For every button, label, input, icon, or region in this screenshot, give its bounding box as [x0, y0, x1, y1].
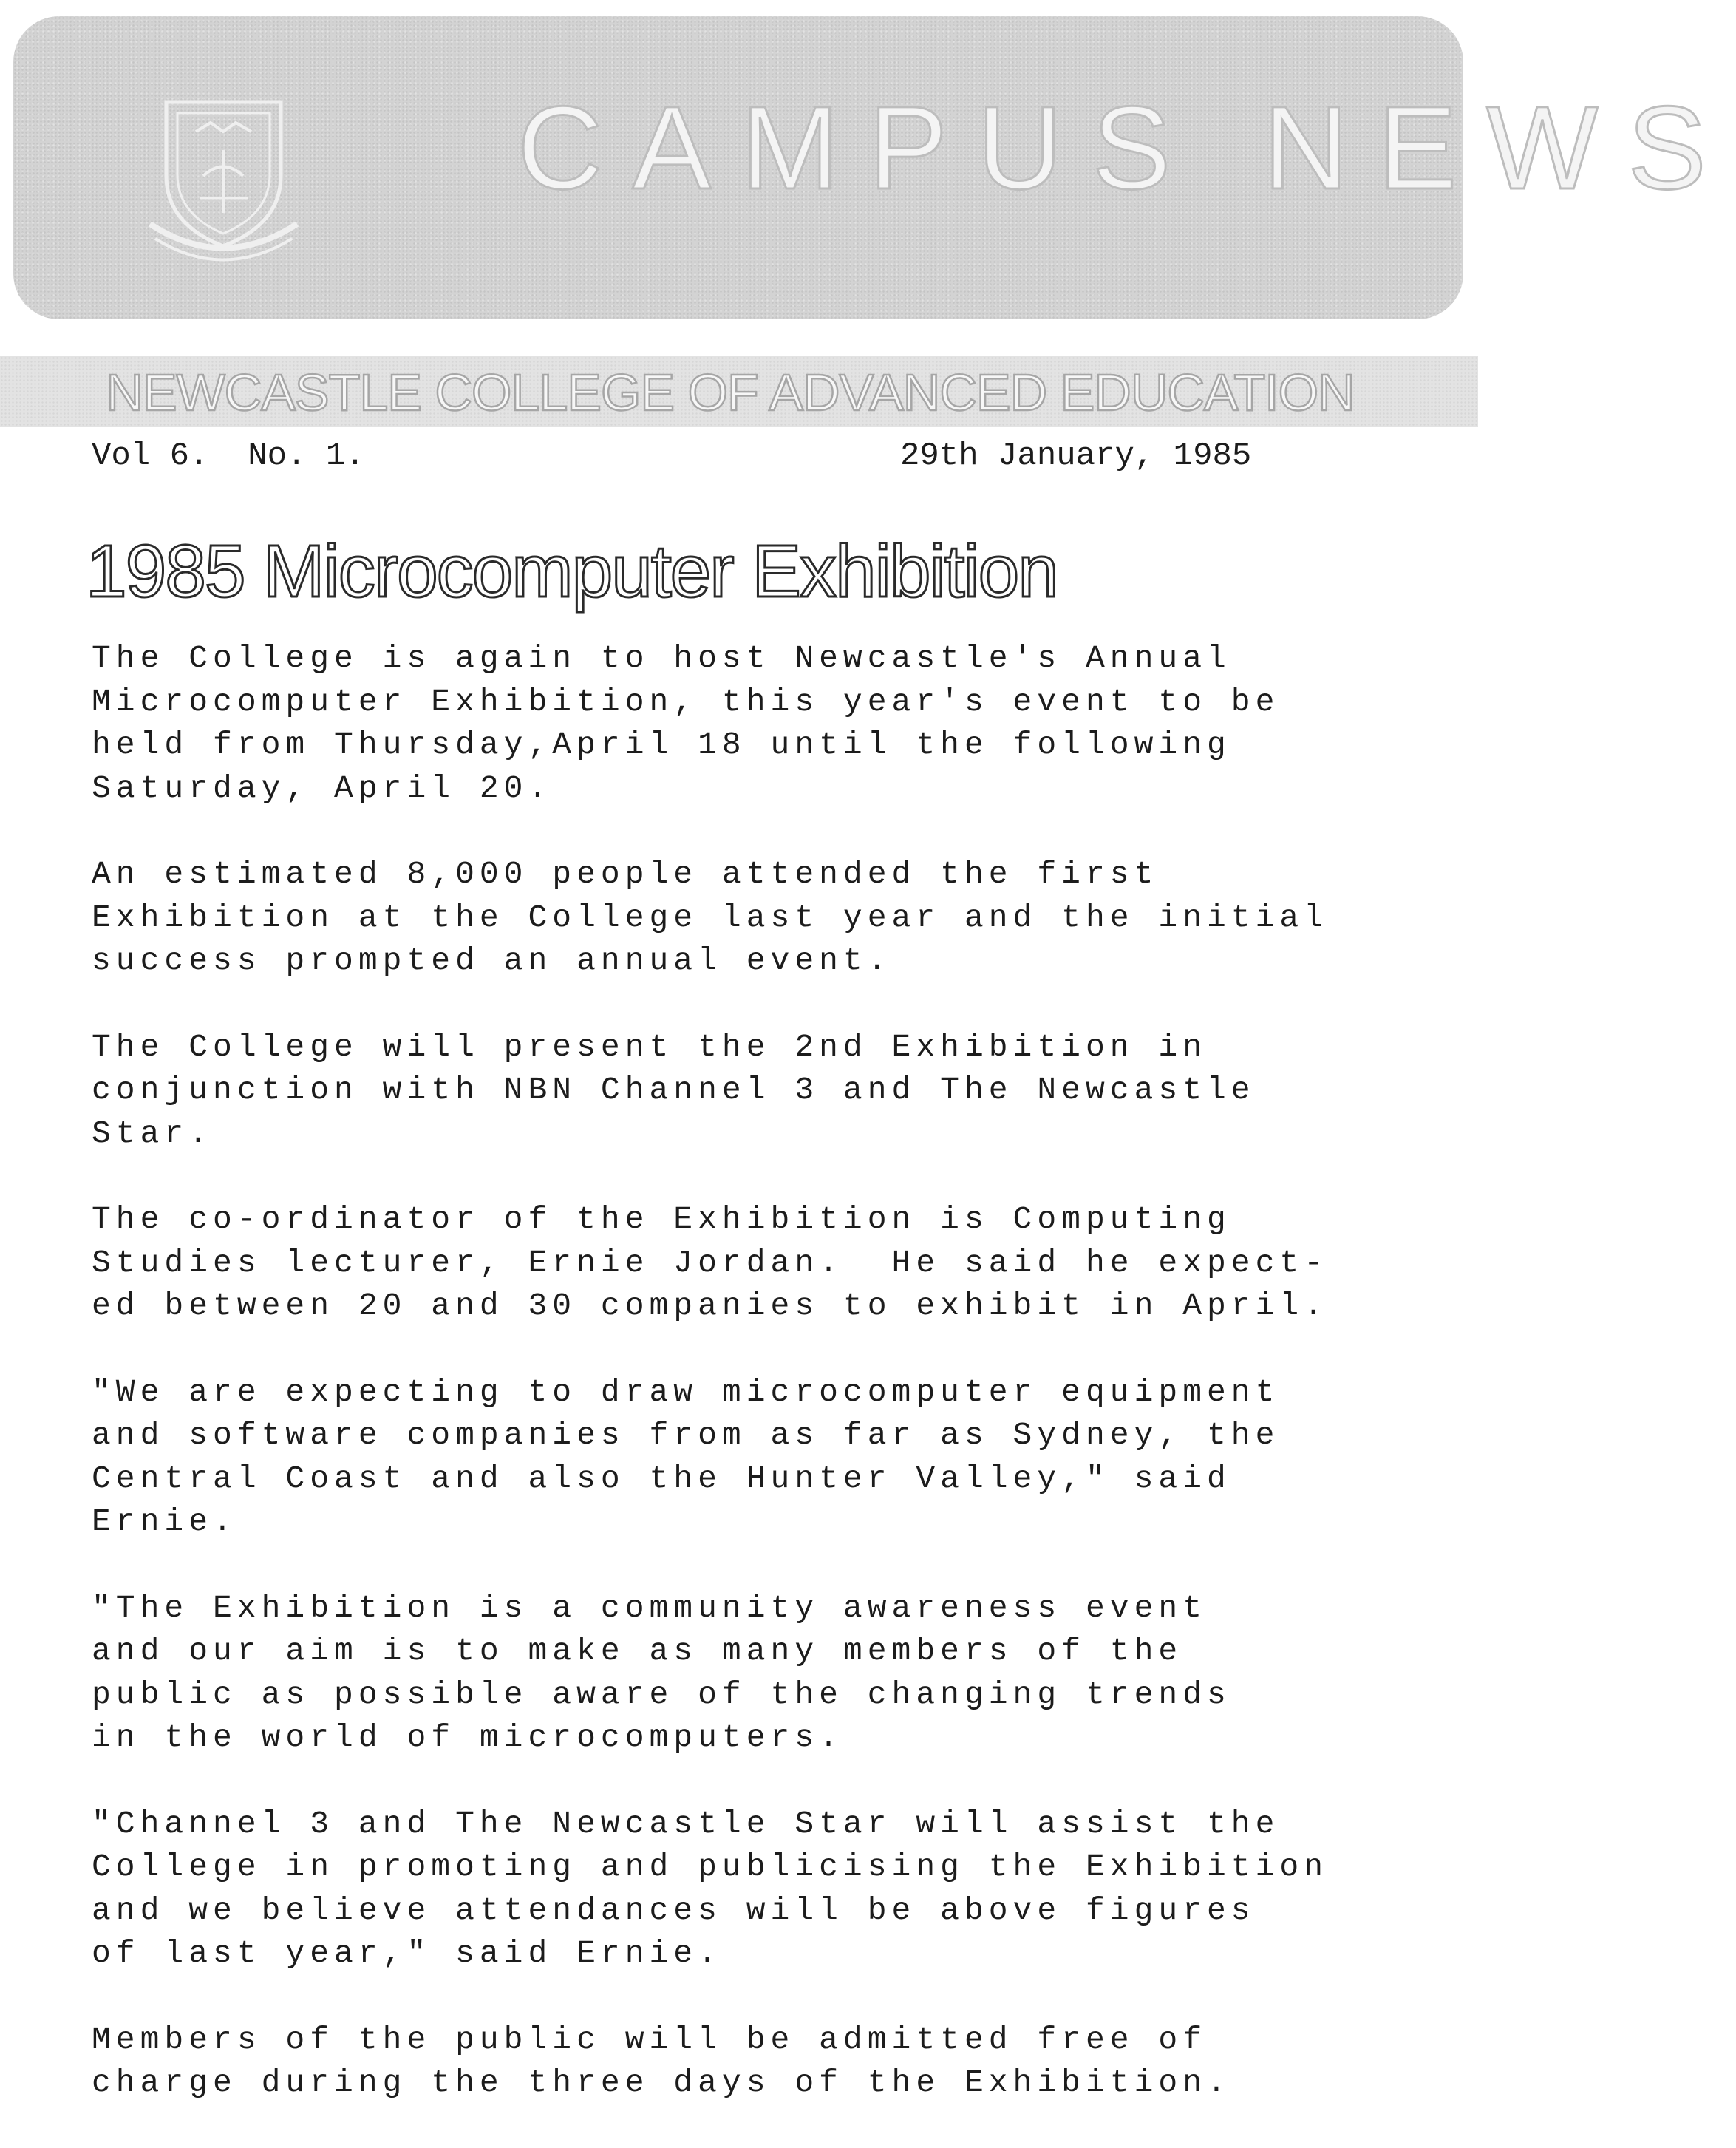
text-line: Saturday, April 20.: [92, 769, 553, 806]
text-line: of last year," said Ernie.: [92, 1935, 722, 1971]
text-line: held from Thursday,April 18 until the following: [92, 727, 1231, 763]
text-line: "We are expecting to draw microcomputer equipment: [92, 1373, 1280, 1410]
article-paragraph: [92, 1198, 1451, 1328]
text-line: success prompted an annual event.: [92, 942, 892, 979]
text-line: conjunction with NBN Channel 3 and The Newcastle: [92, 1072, 1256, 1108]
text-line: Exhibition at the College last year and the initial: [92, 899, 1329, 936]
article-paragraph: [92, 1803, 1451, 1976]
text-line: Ernie.: [92, 1503, 237, 1540]
article-paragraph: [92, 637, 1451, 810]
text-line: "The Exhibition is a community awareness event: [92, 1589, 1207, 1626]
article-paragraph: [92, 1587, 1451, 1760]
text-line: Members of the public will be admitted free of: [92, 2021, 1207, 2058]
article-paragraph: [92, 2019, 1451, 2105]
article-headline: 1985 Microcomputer Exhibition: [86, 530, 1058, 613]
text-line: public as possible aware of the changing trends: [92, 1676, 1231, 1713]
text-line: Studies lecturer, Ernie Jordan. He said he expect-: [92, 1244, 1329, 1281]
college-crest-icon: [144, 87, 303, 265]
text-line: and software companies from as far as Sydney, the: [92, 1417, 1280, 1453]
text-line: An estimated 8,000 people attended the first: [92, 856, 1159, 892]
college-name: NEWCASTLE COLLEGE OF ADVANCED EDUCATION: [106, 364, 1355, 421]
masthead-title: CAMPUS NEWS: [517, 81, 1736, 214]
issue-date: 29th January, 1985: [900, 438, 1252, 475]
text-line: ed between 20 and 30 companies to exhibit in April.: [92, 1288, 1329, 1324]
article-body: [92, 637, 1451, 2148]
article-paragraph: [92, 1026, 1451, 1156]
text-line: and we believe attendances will be above figures: [92, 1892, 1256, 1928]
text-line: College in promoting and publicising the Exhibition: [92, 1849, 1329, 1885]
text-line: The co-ordinator of the Exhibition is Computing: [92, 1201, 1231, 1237]
text-line: Central Coast and also the Hunter Valley," said: [92, 1460, 1231, 1497]
text-line: The College is again to host Newcastle's Annual: [92, 640, 1231, 676]
text-line: and our aim is to make as many members of the: [92, 1633, 1183, 1669]
text-line: in the world of microcomputers.: [92, 1719, 843, 1756]
article-paragraph: [92, 853, 1451, 983]
text-line: "Channel 3 and The Newcastle Star will assist the: [92, 1805, 1280, 1842]
text-line: Star.: [92, 1115, 214, 1152]
text-line: The College will present the 2nd Exhibition in: [92, 1028, 1207, 1065]
text-line: charge during the three days of the Exhibition.: [92, 2064, 1231, 2101]
issue-volume-number: Vol 6. No. 1.: [92, 438, 365, 475]
text-line: Microcomputer Exhibition, this year's event to be: [92, 683, 1280, 720]
article-paragraph: [92, 1371, 1451, 1544]
